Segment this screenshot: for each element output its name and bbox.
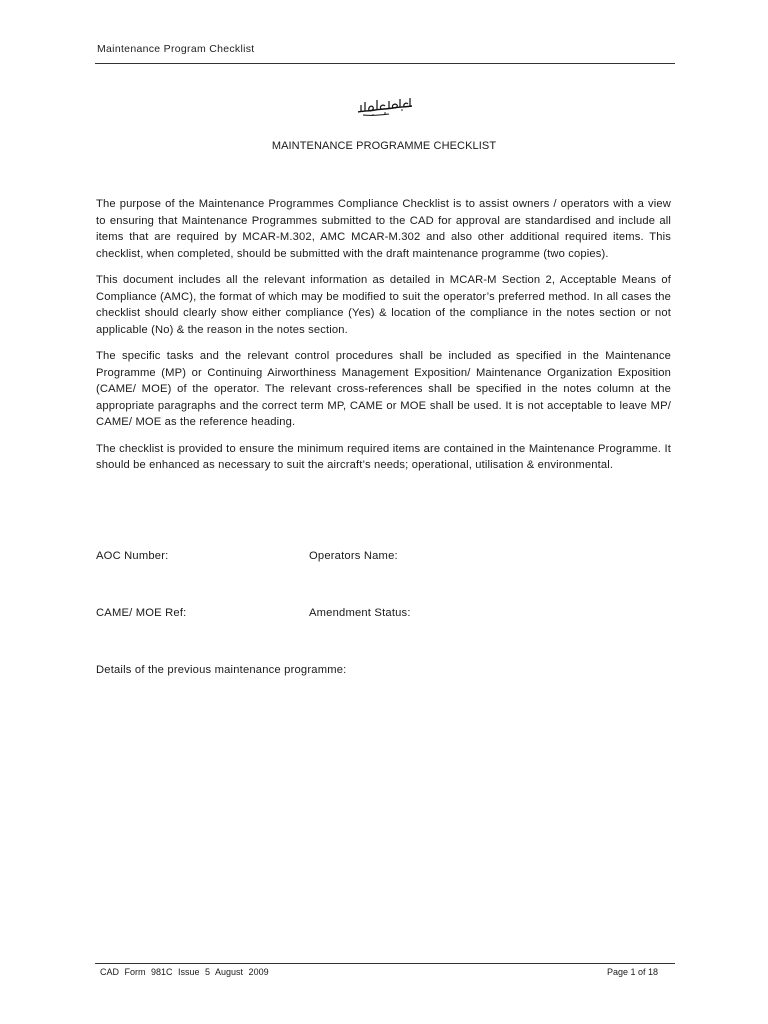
paragraph-purpose: The purpose of the Maintenance Programmes Compliance Checklist is to assist owners / operators with a view to ensuring that Maintenance Programmes submitted to the CAD for approval are standardised and include all items that are required by MCAR-M.302, AMC MCAR-M.302 and also other additional required items. This checklist, when completed, should be submitted with the draft maintenance programme (two copies). <box>96 198 671 260</box>
paragraph-tasks: The specific tasks and the relevant control procedures shall be included as specified in the Maintenance Programme (MP) or Continuing Airworthiness Management Exposition/ Maintenance Organization Exposition (CAME/ MOE) of the operator. The relevant cross-references shall be specified in the notes column at the appropriate paragraphs and the correct term MP, CAME or MOE shall be used. It is not acceptable to leave MP/ CAME/ MOE as the reference heading. <box>96 350 671 428</box>
aoc-number-label: AOC Number: <box>96 550 169 562</box>
previous-programme-label: Details of the previous maintenance programme: <box>96 664 347 676</box>
footer-page-number: Page 1 of 18 <box>606 967 658 977</box>
running-header: Maintenance Program Checklist <box>97 43 255 55</box>
footer-rule <box>95 963 675 964</box>
header-rule <box>95 63 675 64</box>
operators-name-label: Operators Name: <box>309 550 398 562</box>
paragraph-minimum-items: The checklist is provided to ensure the minimum required items are contained in the Maintenance Programme. It should be enhanced as necessary to suit the aircraft’s needs; operational, utilisation & environmental. <box>96 442 671 471</box>
came-moe-ref-label: CAME/ MOE Ref: <box>96 607 187 619</box>
document-title: MAINTENANCE PROGRAMME CHECKLIST <box>271 140 497 152</box>
document-body <box>96 196 671 484</box>
amendment-status-label: Amendment Status: <box>309 607 411 619</box>
paragraph-contents: This document includes all the relevant information as detailed in MCAR-M Section 2, Acceptable Means of Compliance (AMC), the format of which may be modified to suit the operator’s preferred method. In all cases the checklist should clearly show either compliance (Yes) & location of the compliance in the notes section or not applicable (No) & the reason in the notes section. <box>96 274 671 336</box>
arabic-calligraphy-seal-icon <box>355 96 415 118</box>
footer-form-info: CAD Form 981C Issue 5 August 2009 <box>100 967 269 977</box>
